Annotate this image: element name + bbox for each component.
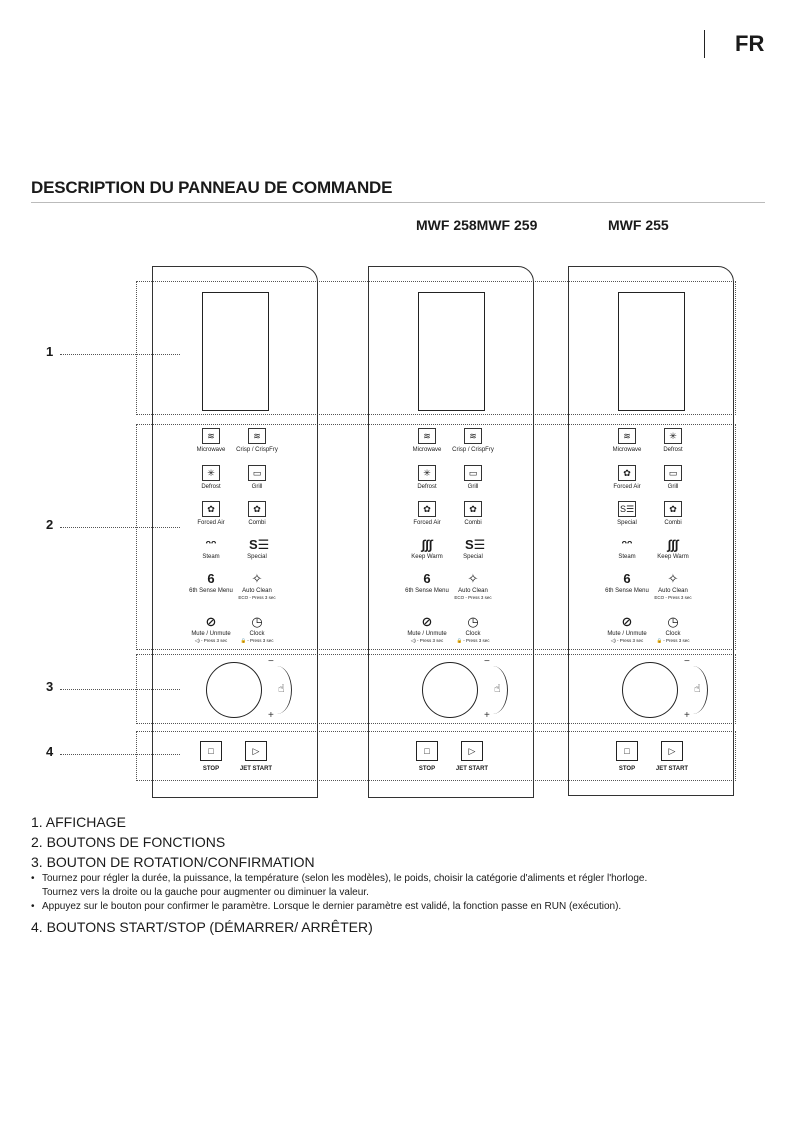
rotary-knob[interactable] <box>206 662 262 718</box>
hand-pointer-icon: ☝ <box>278 683 285 695</box>
stop-button[interactable]: □ <box>200 741 222 761</box>
function-sublabel: ECO - Press 3 sec <box>454 595 492 600</box>
function-button[interactable] <box>438 571 508 601</box>
rotary-knob[interactable] <box>622 662 678 718</box>
rotary-knob[interactable] <box>422 662 478 718</box>
display-screen <box>202 292 269 411</box>
function-icon: ✧ <box>667 571 679 586</box>
function-icon: ≋ <box>202 428 220 444</box>
stop-label: STOP <box>418 766 436 772</box>
plus-icon: + <box>684 710 690 721</box>
function-label: Auto Clean <box>658 588 688 594</box>
function-button[interactable] <box>222 465 292 491</box>
plus-icon: + <box>484 710 490 721</box>
function-icon: ▭ <box>248 465 266 481</box>
minus-icon: − <box>268 656 274 667</box>
function-sublabel: ◁) - Press 3 sec <box>610 638 644 643</box>
function-label: Defrost <box>201 484 221 490</box>
function-icon: ✿ <box>202 501 220 517</box>
function-icon: ✧ <box>467 571 479 586</box>
function-button[interactable] <box>222 614 292 644</box>
start-label: JET START <box>239 766 273 772</box>
function-icon: ∫∫∫ <box>667 537 679 552</box>
model-label-b: MWF 255 <box>608 217 669 233</box>
function-icon: ⊘ <box>621 614 633 629</box>
function-icon: ✳ <box>202 465 220 481</box>
function-icon: ≋ <box>248 428 266 444</box>
hand-pointer-icon: ☝ <box>694 683 701 695</box>
function-icon: ✿ <box>664 501 682 517</box>
function-label: Keep Warm <box>411 554 443 560</box>
start-button[interactable]: ▷ <box>245 741 267 761</box>
zone-label-3: 3 <box>46 679 54 694</box>
function-button[interactable] <box>438 428 508 454</box>
zone-label-4: 4 <box>46 744 54 759</box>
function-label: Clock <box>665 631 681 637</box>
function-label: Crisp / CrispFry <box>452 447 494 453</box>
function-button[interactable] <box>222 428 292 454</box>
function-icon: ◷ <box>467 614 479 629</box>
function-sublabel: 🔒 - Press 3 sec <box>240 638 274 643</box>
function-label: Special <box>463 554 483 560</box>
function-button[interactable] <box>638 428 708 454</box>
function-sublabel: ECO - Press 3 sec <box>238 595 276 600</box>
function-sublabel: 🔒 - Press 3 sec <box>656 638 690 643</box>
legend <box>31 812 771 937</box>
stop-button[interactable]: □ <box>616 741 638 761</box>
function-icon: S☰ <box>465 537 486 552</box>
function-icon: ⊘ <box>205 614 217 629</box>
function-icon: ◷ <box>667 614 679 629</box>
legend-item-4: 4. BOUTONS START/STOP (DÉMARRER/ ARRÊTER) <box>31 919 373 935</box>
function-icon: ⊘ <box>421 614 433 629</box>
start-label: JET START <box>455 766 489 772</box>
function-icon: ✿ <box>248 501 266 517</box>
function-button[interactable] <box>438 501 508 527</box>
function-icon: ✳ <box>418 465 436 481</box>
function-button[interactable] <box>222 537 292 561</box>
zone-label-1: 1 <box>46 344 54 359</box>
function-label: Steam <box>202 554 220 560</box>
function-label: Clock <box>249 631 265 637</box>
legend-item-3: 3. BOUTON DE ROTATION/CONFIRMATION <box>31 854 315 870</box>
function-icon: S☰ <box>249 537 270 552</box>
function-label: Combi <box>248 520 266 526</box>
function-label: Special <box>247 554 267 560</box>
function-label: Defrost <box>663 447 683 453</box>
function-label: Clock <box>465 631 481 637</box>
function-label: Crisp / CrispFry <box>236 447 278 453</box>
minus-icon: − <box>684 656 690 667</box>
legend-item-2: 2. BOUTONS DE FONCTIONS <box>31 834 226 850</box>
function-label: Mute / Unmute <box>191 631 231 637</box>
function-icon: ✿ <box>418 501 436 517</box>
function-icon: 6 <box>207 571 215 586</box>
stop-label: STOP <box>618 766 636 772</box>
function-label: Forced Air <box>413 520 441 526</box>
display-screen <box>618 292 685 411</box>
function-label: Combi <box>664 520 682 526</box>
function-label: Mute / Unmute <box>607 631 647 637</box>
function-button[interactable] <box>638 571 708 601</box>
language-tag: FR <box>704 30 764 58</box>
function-button[interactable] <box>438 465 508 491</box>
function-label: Combi <box>464 520 482 526</box>
function-button[interactable] <box>438 614 508 644</box>
function-button[interactable] <box>638 465 708 491</box>
function-label: Forced Air <box>613 484 641 490</box>
function-icon: ≋ <box>464 428 482 444</box>
start-label: JET START <box>655 766 689 772</box>
legend-item-1: 1. AFFICHAGE <box>31 814 126 830</box>
function-label: 6th Sense Menu <box>405 588 449 594</box>
plus-icon: + <box>268 710 274 721</box>
function-button[interactable] <box>638 537 708 561</box>
function-icon: 6 <box>423 571 431 586</box>
rotation-arc-icon <box>262 666 292 714</box>
function-label: Grill <box>467 484 479 490</box>
function-icon: ▭ <box>664 465 682 481</box>
function-label: Defrost <box>417 484 437 490</box>
display-screen <box>418 292 485 411</box>
function-label: Microwave <box>412 447 442 453</box>
function-label: Grill <box>667 484 679 490</box>
function-icon: S☰ <box>618 501 636 517</box>
function-label: 6th Sense Menu <box>189 588 233 594</box>
function-button[interactable] <box>638 501 708 527</box>
stop-button[interactable]: □ <box>416 741 438 761</box>
zone-label-2: 2 <box>46 517 54 532</box>
function-sublabel: 🔒 - Press 3 sec <box>456 638 490 643</box>
function-label: Mute / Unmute <box>407 631 447 637</box>
stop-label: STOP <box>202 766 220 772</box>
function-button[interactable] <box>222 501 292 527</box>
rotation-arc-icon <box>678 666 708 714</box>
function-icon: ᵔᵔ <box>621 537 633 552</box>
minus-icon: − <box>484 656 490 667</box>
function-icon: ✿ <box>618 465 636 481</box>
model-label-a: MWF 258MWF 259 <box>416 217 538 233</box>
function-sublabel: ◁) - Press 3 sec <box>194 638 228 643</box>
start-button[interactable]: ▷ <box>661 741 683 761</box>
legend-bullet-2: • Appuyez sur le bouton pour confirmer le paramètre. Lorsque le dernier paramètre est validé, la fonction passe en RUN (exécution). <box>31 900 771 914</box>
function-sublabel: ECO - Press 3 sec <box>654 595 692 600</box>
function-icon: ≋ <box>618 428 636 444</box>
function-label: Steam <box>618 554 636 560</box>
hand-pointer-icon: ☝ <box>494 683 501 695</box>
function-icon: ≋ <box>418 428 436 444</box>
legend-bullet-1-continued: Tournez vers la droite ou la gauche pour augmenter ou diminuer la valeur. <box>42 887 369 898</box>
function-icon: ✳ <box>664 428 682 444</box>
function-label: Special <box>617 520 637 526</box>
page-title: DESCRIPTION DU PANNEAU DE COMMANDE <box>31 178 393 197</box>
function-label: Forced Air <box>197 520 225 526</box>
function-label: Keep Warm <box>657 554 689 560</box>
function-icon: ✿ <box>464 501 482 517</box>
start-button[interactable]: ▷ <box>461 741 483 761</box>
legend-bullet-1: • Tournez pour régler la durée, la puissance, la température (selon les modèles), le poids, choisir la catégorie d'aliments et régler l'horloge. <box>31 872 771 886</box>
function-icon: ∫∫∫ <box>421 537 433 552</box>
function-icon: ✧ <box>251 571 263 586</box>
title-divider <box>31 202 765 203</box>
function-icon: ▭ <box>464 465 482 481</box>
function-sublabel: ◁) - Press 3 sec <box>410 638 444 643</box>
function-label: Microwave <box>612 447 642 453</box>
function-button[interactable] <box>638 614 708 644</box>
function-button[interactable] <box>222 571 292 601</box>
function-label: Auto Clean <box>242 588 272 594</box>
function-label: Auto Clean <box>458 588 488 594</box>
function-icon: ◷ <box>251 614 263 629</box>
function-label: 6th Sense Menu <box>605 588 649 594</box>
function-label: Microwave <box>196 447 226 453</box>
function-icon: 6 <box>623 571 631 586</box>
rotation-arc-icon <box>478 666 508 714</box>
function-label: Grill <box>251 484 263 490</box>
function-icon: ᵔᵔ <box>205 537 217 552</box>
function-button[interactable] <box>438 537 508 561</box>
